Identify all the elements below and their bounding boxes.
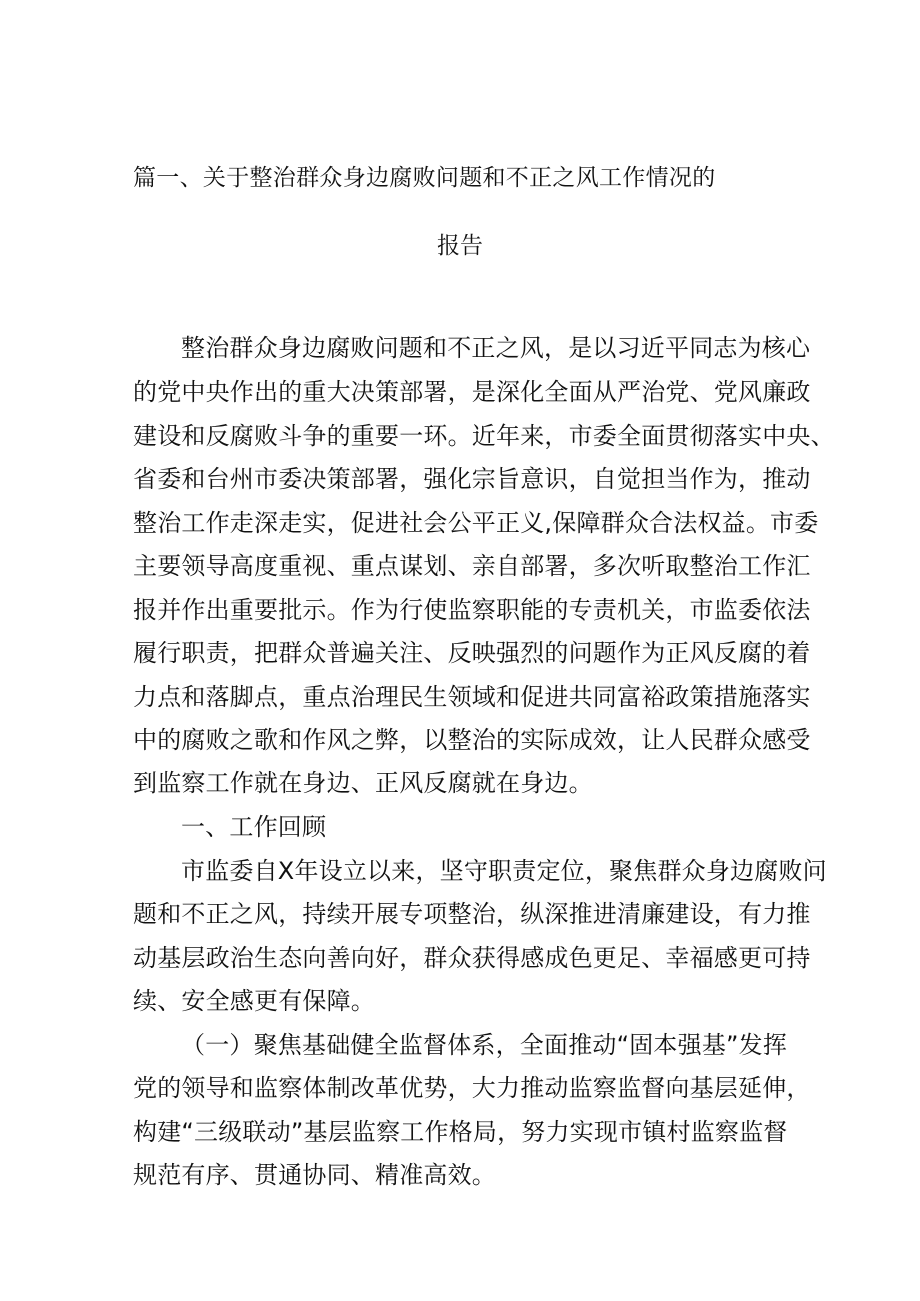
document-title-line-2: 报告 <box>437 233 483 259</box>
paragraph-line: 题和不正之风，持续开展专项整治，纵深推进清廉建设，有力推 <box>133 900 811 928</box>
paragraph-line: 续、安全感更有保障。 <box>133 987 375 1015</box>
paragraph-line: 主要领导高度重视、重点谋划、亲自部署，多次听取整治工作汇 <box>133 552 811 580</box>
paragraph-line: 构建“三级联动”基层监察工作格局，努力实现市镇村监察监督 <box>133 1118 788 1146</box>
subsection-heading: （一）聚焦基础健全监督体系，全面推动“固本强基”发挥 <box>181 1031 788 1059</box>
paragraph-line: 报并作出重要批示。作为行使监察职能的专责机关，市监委依法 <box>133 596 811 624</box>
paragraph-line: 省委和台州市委决策部署，强化宗旨意识，自觉担当作为，推动 <box>133 465 811 493</box>
paragraph-line: 党的领导和监察体制改革优势，大力推动监察监督向基层延伸， <box>133 1074 811 1102</box>
paragraph-line: 整治工作走深走实，促进社会公平正义,保障群众合法权益。市委 <box>133 509 819 537</box>
paragraph-line: 动基层政治生态向善向好，群众获得感成色更足、幸福感更可持 <box>133 944 811 972</box>
paragraph-line: 中的腐败之歌和作风之弊，以整治的实际成效，让人民群众感受 <box>133 726 811 754</box>
document-title-line-1: 篇一、关于整治群众身边腐败问题和不正之风工作情况的 <box>133 165 716 191</box>
paragraph-line: 整治群众身边腐败问题和不正之风，是以习近平同志为核心 <box>181 334 811 362</box>
paragraph-line: 市监委自X年设立以来，坚守职责定位，聚焦群众身边腐败问 <box>181 857 827 885</box>
paragraph-line: 规范有序、贯通协同、精准高效。 <box>133 1161 496 1189</box>
paragraph-line: 履行职责，把群众普遍关注、反映强烈的问题作为正风反腐的着 <box>133 639 811 667</box>
paragraph-line: 到监察工作就在身边、正风反腐就在身边。 <box>133 769 593 797</box>
paragraph-line: 建设和反腐败斗争的重要一环。近年来，市委全面贯彻落实中央、 <box>133 422 835 450</box>
paragraph-line: 力点和落脚点，重点治理民生领域和促进共同富裕政策措施落实 <box>133 683 811 711</box>
paragraph-line: 的党中央作出的重大决策部署，是深化全面从严治党、党风廉政 <box>133 378 811 406</box>
section-heading: 一、工作回顾 <box>181 813 327 841</box>
